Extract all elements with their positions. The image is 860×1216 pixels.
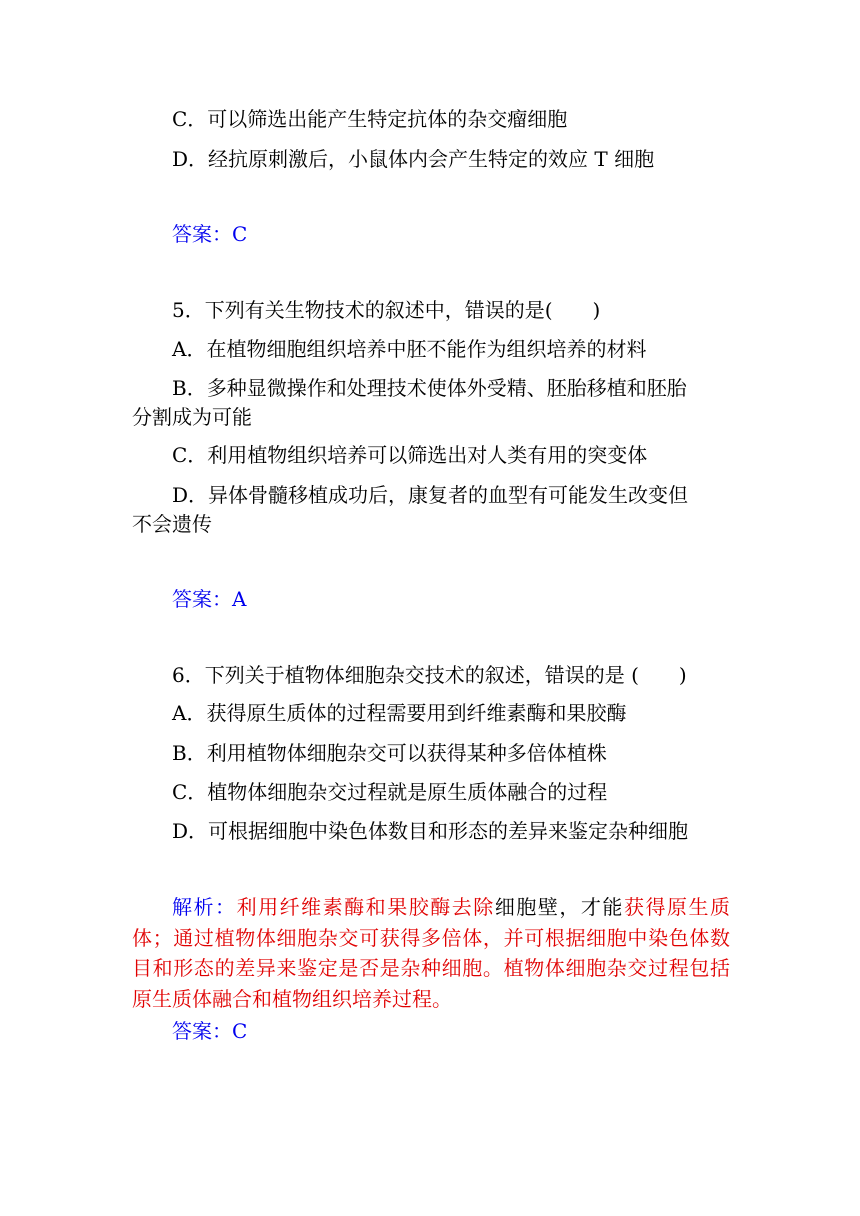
q5-option-b-line1: B．多种显微操作和处理技术使体外受精、胚胎移植和胚胎 [172,376,687,400]
q5-answer: 答案：A [172,587,247,611]
q6-option-b: B．利用植物体细胞杂交可以获得某种多倍体植株 [172,741,607,765]
q6-option-d: D．可根据细胞中染色体数目和形态的差异来鉴定杂种细胞 [172,819,689,843]
analysis-text-part3: 获得原生质体；通过植物体细胞杂交可获得多倍体，并可根据细胞中染色体数目和形态的差异来鉴定是否是杂种细胞。植物体细胞杂交过程包括原生质体融合和植物组织培养过程。 [132,895,731,1011]
q6-option-c: C．植物体细胞杂交过程就是原生质体融合的过程 [172,780,608,804]
analysis-text-part2: 细胞壁，才能 [494,895,624,919]
q6-answer: 答案：C [172,1019,248,1043]
q6-analysis [132,892,730,1014]
q4-answer: 答案：C [172,222,248,246]
q5-option-c: C．利用植物组织培养可以筛选出对人类有用的突变体 [172,443,648,467]
q6-stem: 6．下列关于植物体细胞杂交技术的叙述，错误的是 ( ) [172,663,687,687]
q4-option-d: D．经抗原刺激后，小鼠体内会产生特定的效应 T 细胞 [172,147,655,171]
analysis-label: 解析： [172,895,237,919]
q6-option-a: A．获得原生质体的过程需要用到纤维素酶和果胶酶 [172,701,627,725]
q5-option-d-line1: D．异体骨髓移植成功后，康复者的血型有可能发生改变但 [172,483,689,507]
q5-option-a: A．在植物细胞组织培养中胚不能作为组织培养的材料 [172,337,647,361]
q5-option-b-line2: 分割成为可能 [132,405,252,429]
analysis-text-part1: 利用纤维素酶和果胶酶去除 [236,895,495,919]
q5-stem: 5．下列有关生物技术的叙述中，错误的是( ) [172,298,601,322]
q5-option-d-line2: 不会遗传 [132,512,212,536]
q4-option-c: C．可以筛选出能产生特定抗体的杂交瘤细胞 [172,107,568,131]
